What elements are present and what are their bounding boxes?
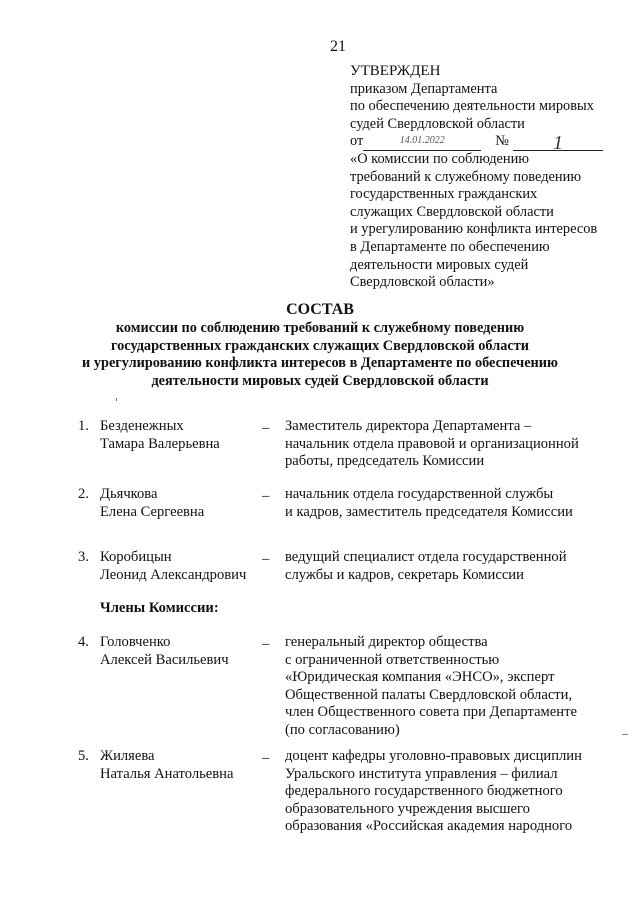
- position-line: службы и кадров, секретарь Комиссии: [285, 566, 524, 583]
- member-number: 1.: [78, 418, 89, 434]
- position-line: начальник отдела государственной службы: [285, 486, 554, 502]
- heading-line: государственных гражданских служащих Свердловской области: [111, 337, 529, 354]
- position-line: федерального государственного бюджетного: [285, 783, 563, 800]
- position-line: с ограниченной ответственностью: [285, 651, 500, 668]
- member-name: [100, 549, 270, 584]
- number-blank: [513, 132, 603, 155]
- member-position: [285, 418, 615, 471]
- scan-mark: [116, 398, 117, 401]
- member-position: [285, 486, 615, 521]
- approval-line: приказом Департамента: [350, 80, 498, 97]
- approval-subject-line: «О комиссии по соблюдению: [350, 150, 530, 167]
- approval-line: по обеспечению деятельности мировых: [350, 98, 594, 115]
- order-date-number-line: [350, 132, 630, 155]
- position-line: Общественной палаты Свердловской области,: [285, 686, 573, 703]
- position-line: «Юридическая компания «ЭНСО», эксперт: [285, 669, 555, 686]
- position-line: Уральского института управления – филиал: [285, 765, 558, 782]
- member-name: [100, 748, 270, 783]
- position-line: образования «Российская академия народного: [285, 818, 573, 835]
- member-surname: Жиляева: [100, 748, 155, 764]
- heading-line: деятельности мировых судей Свердловской области: [151, 372, 489, 389]
- position-line: и кадров, заместитель председателя Комиссии: [285, 503, 573, 520]
- position-line: работы, председатель Комиссии: [285, 453, 485, 470]
- page-number: 21: [330, 38, 346, 55]
- approval-subject-line: деятельности мировых судей: [350, 256, 529, 273]
- position-line: член Общественного совета при Департаменте: [285, 704, 577, 721]
- position-line: генеральный директор общества: [285, 634, 488, 650]
- approval-subject-line: Свердловской области»: [350, 274, 495, 291]
- member-surname: Дьячкова: [100, 486, 158, 502]
- approval-line: судей Свердловской области: [350, 115, 525, 132]
- member-position: [285, 748, 615, 836]
- member-dash: –: [262, 420, 270, 436]
- member-number: 4.: [78, 634, 89, 650]
- member-surname: Головченко: [100, 634, 171, 650]
- member-position: [285, 549, 615, 584]
- heading-title: СОСТАВ: [286, 301, 354, 318]
- member-given-names: Леонид Александрович: [100, 566, 247, 583]
- member-number: 5.: [78, 748, 89, 764]
- member-name: [100, 634, 270, 669]
- heading-line: и урегулированию конфликта интересов в Департаменте по обеспечению: [82, 355, 558, 372]
- member-dash: –: [262, 636, 270, 652]
- handwritten-number: 1: [553, 132, 564, 155]
- member-number: 3.: [78, 549, 89, 565]
- member-position: [285, 634, 615, 740]
- member-number: 2.: [78, 486, 89, 502]
- approval-subject-line: государственных гражданских: [350, 186, 538, 203]
- members-heading: Члены Комиссии:: [100, 600, 219, 616]
- approval-subject-line: и урегулированию конфликта интересов: [350, 221, 598, 238]
- date-blank: [363, 136, 481, 151]
- heading-line: комиссии по соблюдению требований к служебному поведению: [115, 320, 525, 336]
- approval-title: УТВЕРЖДЕН: [350, 63, 441, 79]
- composition-heading: [0, 301, 640, 390]
- member-surname: Безденежных: [100, 418, 184, 434]
- position-line: (по согласованию): [285, 721, 400, 738]
- member-given-names: Тамара Валерьевна: [100, 435, 220, 452]
- member-given-names: Алексей Васильевич: [100, 651, 229, 668]
- member-given-names: Елена Сергеевна: [100, 503, 205, 520]
- member-given-names: Наталья Анатольевна: [100, 765, 234, 782]
- member-name: [100, 418, 270, 453]
- approval-subject-line: требований к служебному поведению: [350, 168, 582, 185]
- member-dash: –: [262, 551, 270, 567]
- approval-block: [350, 63, 630, 292]
- scan-mark: [622, 734, 628, 735]
- member-surname: Коробицын: [100, 549, 172, 565]
- position-line: доцент кафедры уголовно-правовых дисциплин: [285, 748, 582, 764]
- number-prefix: №: [495, 133, 510, 150]
- date-prefix: от: [350, 133, 364, 150]
- position-line: образовательного учреждения высшего: [285, 800, 530, 817]
- approval-subject-line: в Департаменте по обеспечению: [350, 238, 550, 255]
- member-name: [100, 486, 270, 521]
- position-line: начальник отдела правовой и организационной: [285, 435, 579, 452]
- date-stamp: 14.01.2022: [399, 135, 445, 147]
- position-line: Заместитель директора Департамента –: [285, 418, 532, 434]
- member-dash: –: [262, 488, 270, 504]
- approval-subject-line: служащих Свердловской области: [350, 203, 554, 220]
- member-dash: –: [262, 750, 270, 766]
- position-line: ведущий специалист отдела государственной: [285, 549, 567, 565]
